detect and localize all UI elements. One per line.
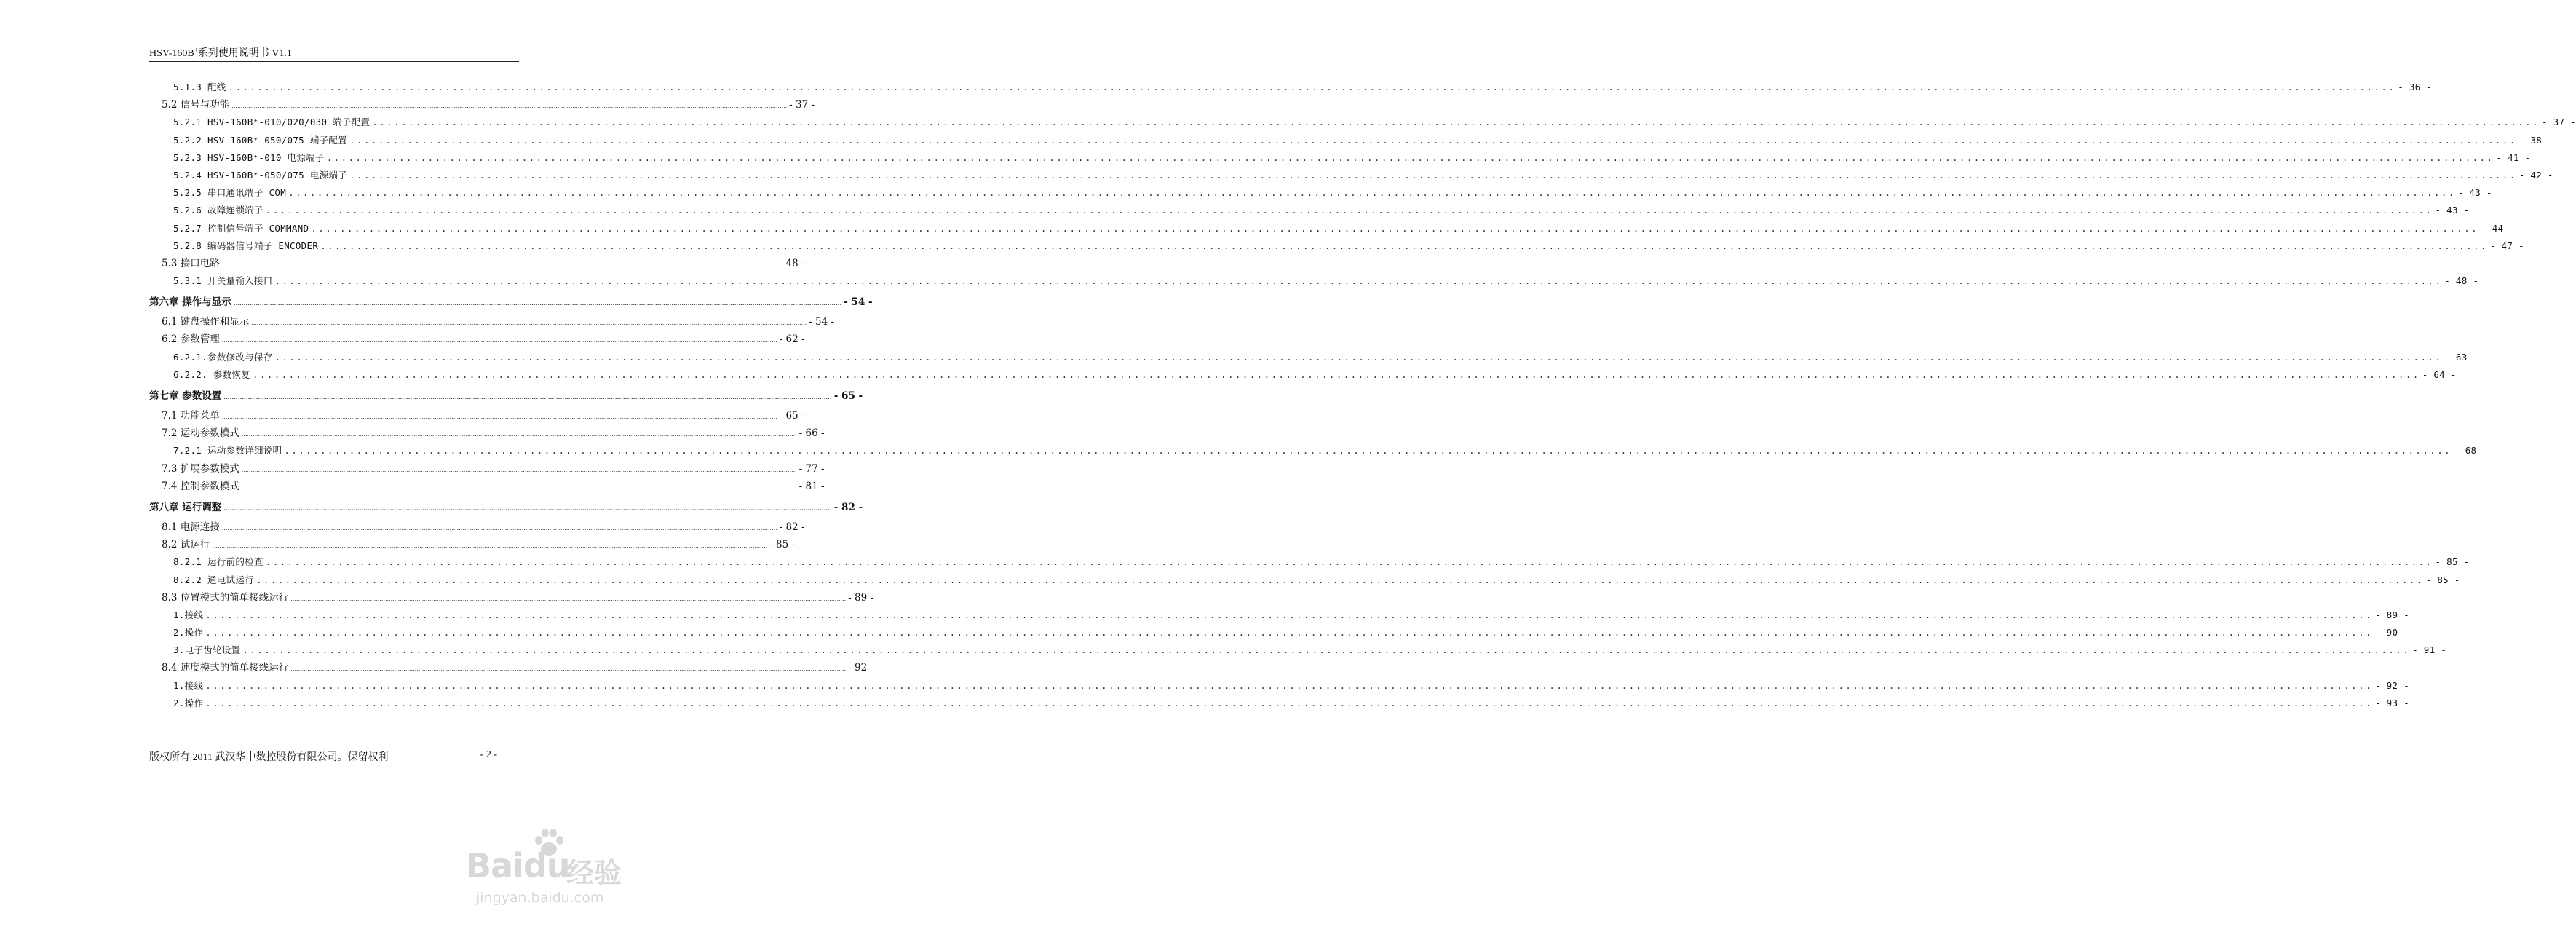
toc-entry-page: - 38 -: [2518, 134, 2553, 146]
toc-entry: [149, 331, 805, 348]
toc-dot-leader: ............................................................................................................................................................................................................................................................................................................: [205, 697, 2373, 708]
toc-entry-page: - 54 -: [844, 296, 873, 309]
header-rule: [149, 61, 519, 62]
toc-entry-page: - 85 -: [769, 539, 796, 551]
header-title-sup: +: [194, 46, 198, 54]
toc-entry-page: - 47 -: [2489, 240, 2524, 251]
toc-dot-leader: ............................................................................................................................................................................................................................................................................................................: [288, 187, 2456, 199]
toc-entry-title: 5.2 信号与功能: [162, 99, 230, 111]
toc-dot-leader: ............................................................................................................................................................................................................................................................................................................: [221, 414, 777, 420]
toc-dot-leader: ............................................................................................................................................................................................................................................................................................................: [221, 337, 777, 344]
toc-entry: [149, 624, 2409, 641]
toc-dot-leader: ............................................................................................................................................................................................................................................................................................................: [372, 116, 2540, 128]
toc-dot-leader: ............................................................................................................................................................................................................................................................................................................: [205, 609, 2373, 620]
toc-dot-leader: ............................................................................................................................................................................................................................................................................................................: [205, 679, 2373, 691]
toc-entry: [149, 167, 2553, 184]
header-title-prefix: HSV-160B: [149, 48, 194, 59]
toc-entry-page: - 92 -: [848, 662, 874, 674]
toc-dot-leader: ............................................................................................................................................................................................................................................................................................................: [326, 151, 2494, 163]
toc-entry-title: 6.2.1.参数修改与保存: [173, 351, 273, 363]
toc-entry-title: 5.2.5 串口通讯端子 COM: [173, 187, 287, 199]
toc-entry: [149, 96, 815, 114]
toc-entry-title: 6.1 键盘操作和显示: [162, 316, 250, 328]
toc-entry: [149, 607, 2409, 624]
toc-entry-page: - 41 -: [2496, 151, 2531, 163]
toc-entry: [149, 349, 2479, 366]
toc-entry-title: 8.3 位置模式的简单接线运行: [162, 591, 289, 604]
toc-dot-leader: ............................................................................................................................................................................................................................................................................................................: [241, 431, 797, 438]
toc-entry-title: 5.2.4 HSV-160B⁺-050/075 电源端子: [173, 169, 348, 181]
toc-entry: [149, 641, 2447, 659]
toc-dot-leader: ............................................................................................................................................................................................................................................................................................................: [255, 574, 2424, 585]
toc-dot-leader: ............................................................................................................................................................................................................................................................................................................: [252, 368, 2420, 380]
toc-entry-page: - 63 -: [2444, 351, 2479, 363]
toc-dot-leader: ............................................................................................................................................................................................................................................................................................................: [212, 542, 768, 550]
toc-dot-leader: ............................................................................................................................................................................................................................................................................................................: [233, 299, 842, 307]
toc-entry-title: 1.接线: [173, 679, 204, 691]
toc-entry-title: 5.1.3 配线: [173, 82, 226, 92]
header-title-suffix: 系列使用说明书 V1.1: [197, 48, 292, 59]
toc-entry-page: - 48 -: [779, 257, 805, 269]
toc-entry-page: - 89 -: [848, 591, 874, 604]
toc-entry: [149, 114, 2576, 131]
toc-entry: [149, 255, 805, 272]
toc-entry-page: - 54 -: [809, 316, 835, 328]
toc-entry-title: 5.2.6 故障连锁端子: [173, 205, 263, 216]
toc-entry-title: 2.操作: [173, 627, 204, 639]
toc-entry: [149, 291, 873, 313]
toc-dot-leader: ............................................................................................................................................................................................................................................................................................................: [274, 275, 2443, 287]
toc-entry-page: - 65 -: [779, 410, 805, 422]
toc-entry-title: 1.接线: [173, 609, 204, 620]
toc-dot-leader: ............................................................................................................................................................................................................................................................................................................: [290, 666, 847, 673]
toc-entry: [149, 572, 2460, 589]
toc-entry: [149, 132, 2553, 149]
toc-dot-leader: ............................................................................................................................................................................................................................................................................................................: [290, 595, 847, 602]
toc-entry: [149, 272, 2479, 290]
watermark-url: jingyan.baidu.com: [476, 890, 604, 906]
toc-entry-page: - 48 -: [2444, 275, 2479, 287]
toc-entry-title: 6.2.2. 参数恢复: [173, 368, 250, 380]
toc-entry-page: - 37 -: [2542, 116, 2576, 128]
toc-dot-leader: ............................................................................................................................................................................................................................................................................................................: [320, 240, 2488, 251]
toc-entry-title: 5.2.3 HSV-160B⁺-010 电源端子: [173, 151, 325, 163]
toc-dot-leader: ............................................................................................................................................................................................................................................................................................................: [241, 483, 797, 491]
document-header: [149, 45, 292, 60]
toc-entry-title: 5.2.8 编码器信号端子 ENCODER: [173, 240, 319, 251]
toc-dot-leader: ............................................................................................................................................................................................................................................................................................................: [242, 644, 2411, 656]
toc-dot-leader: ............................................................................................................................................................................................................................................................................................................: [223, 504, 832, 512]
toc-entry-page: - 43 -: [2457, 187, 2492, 199]
toc-entry-page: - 91 -: [2412, 644, 2447, 656]
toc-dot-leader: ............................................................................................................................................................................................................................................................................................................: [241, 466, 797, 473]
toc-entry: [149, 518, 805, 536]
toc-entry-title: 8.2 试运行: [162, 539, 210, 551]
toc-entry-page: - 43 -: [2435, 205, 2470, 216]
toc-entry-title: 5.3 接口电路: [162, 257, 220, 269]
toc-entry-page: - 36 -: [2398, 82, 2433, 92]
toc-entry-title: 第七章 参数设置: [149, 390, 222, 402]
toc-dot-leader: ............................................................................................................................................................................................................................................................................................................: [265, 556, 2433, 568]
toc-entry-title: 7.2 运动参数模式: [162, 427, 239, 440]
toc-entry-page: - 92 -: [2374, 679, 2409, 691]
baidu-jingyan-watermark: [466, 829, 641, 916]
toc-entry-title: 3.电子齿轮设置: [173, 644, 241, 656]
toc-entry-title: 5.2.1 HSV-160B⁺-010/020/030 端子配置: [173, 116, 370, 128]
toc-entry-title: 第八章 运行调整: [149, 501, 222, 513]
toc-dot-leader: ............................................................................................................................................................................................................................................................................................................: [205, 627, 2373, 639]
toc-entry: [149, 385, 863, 407]
toc-dot-leader: ............................................................................................................................................................................................................................................................................................................: [274, 351, 2443, 363]
toc-entry: [149, 407, 805, 424]
toc-entry-title: 8.4 速度模式的简单接线运行: [162, 662, 289, 674]
toc-entry-page: - 89 -: [2374, 609, 2409, 620]
toc-entry-page: - 44 -: [2481, 222, 2516, 234]
toc-entry: [149, 313, 835, 331]
footer-copyright: 版权所有 2011 武汉华中数控股份有限公司。保留权利: [149, 752, 389, 763]
toc-entry-page: - 64 -: [2422, 368, 2457, 380]
toc-entry: [149, 497, 863, 518]
toc-entry: [149, 237, 2524, 255]
toc-entry-page: - 42 -: [2518, 169, 2553, 181]
toc-entry-title: 8.1 电源连接: [162, 521, 220, 533]
toc-entry-title: 第六章 操作与显示: [149, 296, 231, 309]
toc-entry: [149, 478, 825, 495]
toc-entry: [149, 677, 2409, 695]
toc-entry-page: - 93 -: [2374, 697, 2409, 708]
watermark-brand: 经验: [566, 857, 622, 889]
toc-entry-page: - 77 -: [798, 462, 825, 475]
toc-entry-page: - 85 -: [2435, 556, 2470, 568]
toc-entry-title: 7.1 功能菜单: [162, 410, 220, 422]
toc-entry-page: - 66 -: [798, 427, 825, 440]
toc-dot-leader: ............................................................................................................................................................................................................................................................................................................: [221, 524, 777, 532]
toc-entry-page: - 85 -: [2425, 574, 2460, 585]
toc-entry-title: 5.2.7 控制信号端子 COMMAND: [173, 222, 309, 234]
toc-entry-title: 7.2.1 运动参数详细说明: [173, 445, 282, 457]
toc-entry: [149, 695, 2409, 712]
toc-entry-title: 5.3.1 开关量输入接口: [173, 275, 273, 287]
toc-entry: [149, 184, 2492, 202]
watermark-logo: Baidu: [466, 846, 570, 885]
toc-entry-page: - 90 -: [2374, 627, 2409, 639]
toc-entry: [149, 366, 2457, 384]
toc-entry-page: - 65 -: [833, 390, 863, 402]
toc-entry: [149, 589, 874, 607]
toc-dot-leader: ............................................................................................................................................................................................................................................................................................................: [265, 205, 2433, 216]
toc-entry-page: - 62 -: [779, 333, 805, 346]
toc-entry-title: 8.2.1 运行前的检查: [173, 556, 263, 568]
toc-entry: [149, 79, 2433, 96]
toc-entry: [149, 202, 2470, 219]
toc-dot-leader: ............................................................................................................................................................................................................................................................................................................: [221, 261, 777, 268]
toc-entry: [149, 659, 874, 676]
toc-entry-page: - 81 -: [798, 480, 825, 492]
toc-entry: [149, 220, 2516, 237]
toc-entry-title: 6.2 参数管理: [162, 333, 220, 346]
toc-dot-leader: ............................................................................................................................................................................................................................................................................................................: [228, 82, 2396, 92]
toc-entry-title: 7.4 控制参数模式: [162, 480, 239, 492]
table-of-contents: [149, 79, 2576, 712]
toc-entry-page: - 82 -: [779, 521, 805, 533]
toc-dot-leader: ............................................................................................................................................................................................................................................................................................................: [251, 320, 807, 327]
toc-dot-leader: ............................................................................................................................................................................................................................................................................................................: [311, 222, 2479, 234]
toc-entry-page: - 82 -: [833, 501, 863, 513]
toc-dot-leader: ............................................................................................................................................................................................................................................................................................................: [349, 134, 2517, 146]
toc-entry-title: 5.2.2 HSV-160B⁺-050/075 端子配置: [173, 134, 348, 146]
toc-entry: [149, 442, 2489, 459]
toc-dot-leader: ............................................................................................................................................................................................................................................................................................................: [284, 445, 2452, 457]
toc-dot-leader: ............................................................................................................................................................................................................................................................................................................: [223, 393, 832, 400]
toc-entry-title: 8.2.2 通电试运行: [173, 574, 254, 585]
toc-entry-title: 2.操作: [173, 697, 204, 708]
footer-page-number: - 2 -: [480, 749, 497, 760]
toc-entry-page: - 68 -: [2454, 445, 2489, 457]
toc-dot-leader: ............................................................................................................................................................................................................................................................................................................: [349, 169, 2517, 181]
toc-dot-leader: ............................................................................................................................................................................................................................................................................................................: [231, 103, 788, 110]
toc-entry-title: 7.3 扩展参数模式: [162, 462, 239, 475]
toc-entry: [149, 424, 825, 442]
toc-entry: [149, 460, 825, 478]
toc-entry: [149, 149, 2531, 167]
toc-entry: [149, 536, 796, 553]
toc-entry: [149, 553, 2470, 571]
toc-entry-page: - 37 -: [789, 99, 815, 111]
